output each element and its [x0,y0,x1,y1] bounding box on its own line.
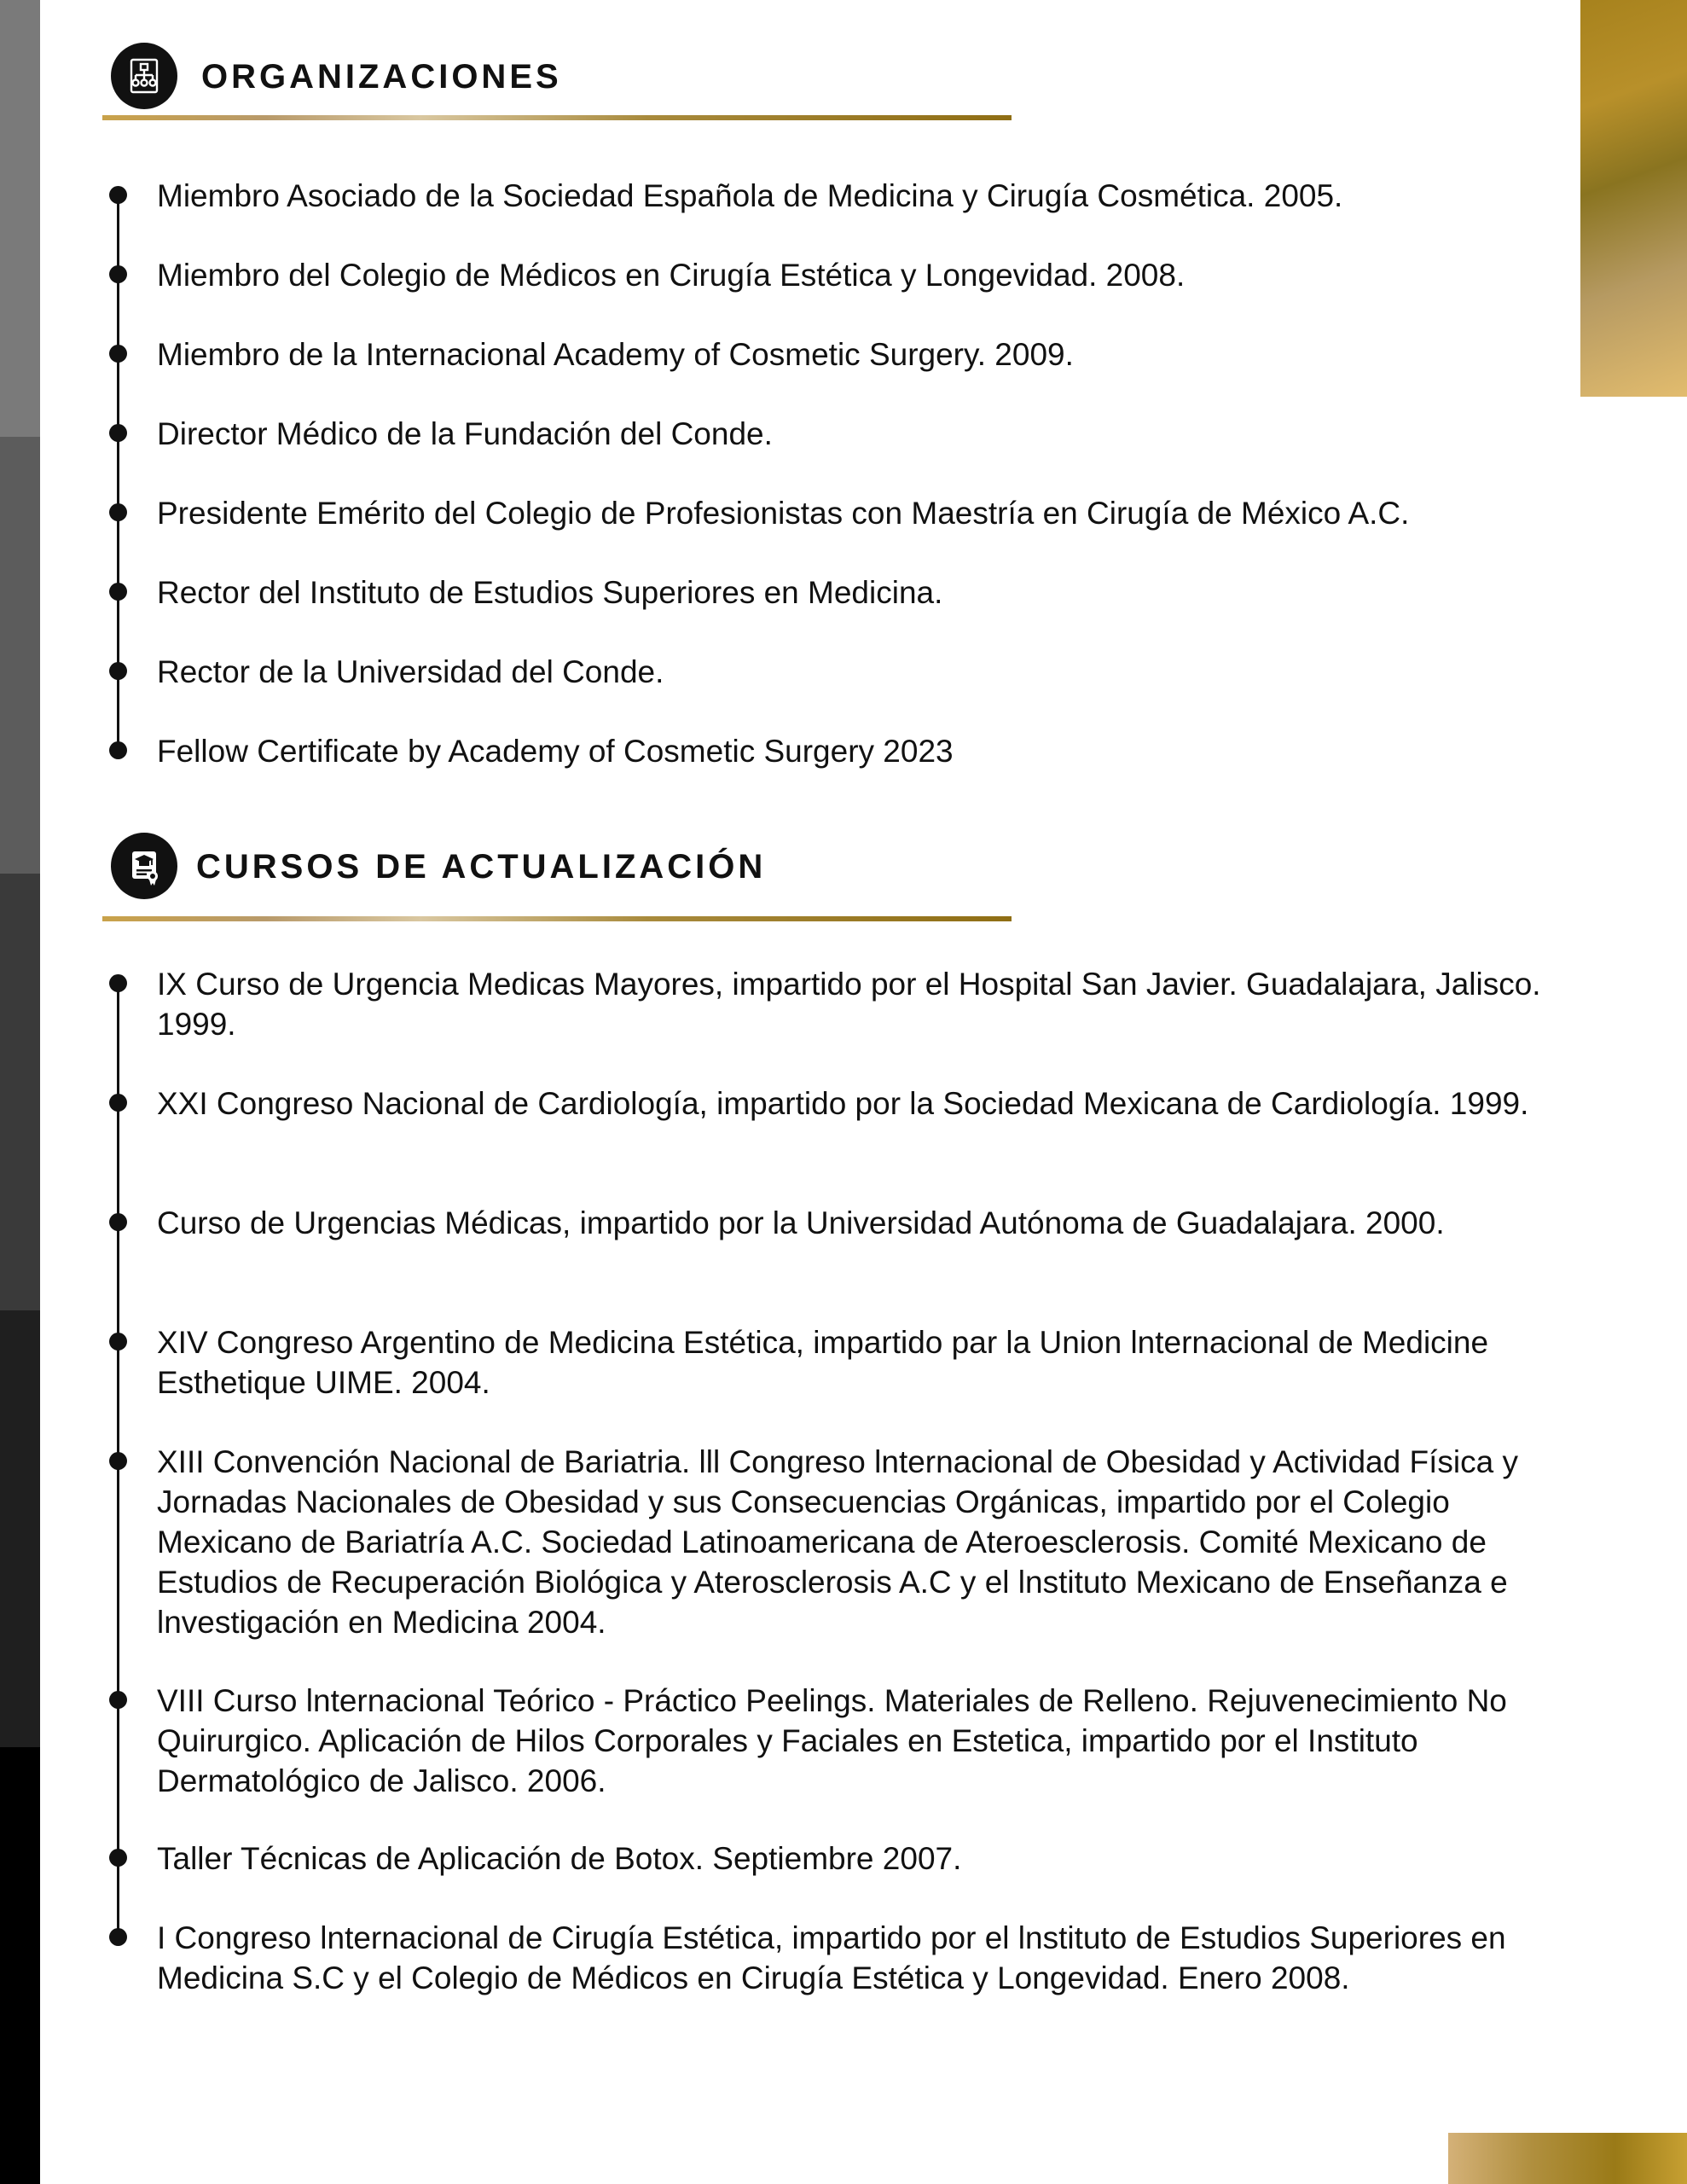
left-gray-stripe [0,0,40,2184]
timeline-dot [109,1849,127,1867]
timeline-dot [109,265,127,283]
timeline-dot [109,345,127,363]
gold-corner-block-bottom [1448,2133,1687,2184]
list-item: XIV Congreso Argentino de Medicina Estética, impartido par la Union lnternacional de Medicine Esthetique UIME. 2004. [157,1325,1489,1400]
list-item: IX Curso de Urgencia Medicas Mayores, impartido por el Hospital San Javier. Guadalajara, Jalisco. 1999. [157,967,1541,1042]
timeline-dot [109,1094,127,1112]
timeline-dot [109,1333,127,1350]
list-item: Presidente Emérito del Colegio de Profesionistas con Maestría en Cirugía de México A.C. [157,496,1410,531]
list-item: Miembro de la Internacional Academy of Cosmetic Surgery. 2009. [157,337,1074,372]
list-item: Rector del Instituto de Estudios Superiores en Medicina. [157,575,943,610]
section-title: ORGANIZACIONES [201,58,562,96]
gold-divider [102,916,1012,921]
gold-divider [102,115,1012,120]
timeline-dot [109,186,127,204]
timeline-dot [109,662,127,680]
timeline-dot [109,1928,127,1946]
list-item: Rector de la Universidad del Conde. [157,654,664,689]
list-item: Fellow Certificate by Academy of Cosmetic Surgery 2023 [157,734,954,769]
list-item: VIII Curso lnternacional Teórico - Práctico Peelings. Materiales de Relleno. Rejuvenecimiento No Quirurgico. Aplicación de Hilos Corporales y Faciales en Estetica, impartido por el Instituto Dermatológico de Jalisco. 2006. [157,1683,1507,1798]
list-item: Taller Técnicas de Aplicación de Botox. Septiembre 2007. [157,1841,962,1876]
list-item: Miembro Asociado de la Sociedad Española de Medicina y Cirugía Cosmética. 2005. [157,178,1343,213]
section-title: CURSOS DE ACTUALIZACIÓN [196,848,767,886]
timeline-dot [109,583,127,601]
list-item: I Congreso lnternacional de Cirugía Estética, impartido por el lnstituto de Estudios Superiores en Medicina S.C y el Colegio de Médicos en Cirugía Estética y Longevidad. Enero 2008. [157,1920,1506,1995]
graduation-certificate-icon [111,833,177,899]
list-item: XIII Convención Nacional de Bariatria. lll Congreso lnternacional de Obesidad y Actividad Física y Jornadas Nacionales de Obesidad y sus Consecuencias Orgánicas, impartido por el Colegio Mexicano de Bariatría A.C. Sociedad Latinoamericana de Ateroesclerosis. Comité Mexicano de Estudios de Recuperación Biológica y Aterosclerosis A.C y el lnstituto Mexicano de Enseñanza e lnvestigación en Medicina 2004. [157,1444,1518,1640]
timeline-dot [109,424,127,442]
list-item: Miembro del Colegio de Médicos en Cirugía Estética y Longevidad. 2008. [157,258,1186,293]
timeline-dot [109,1213,127,1231]
organization-chart-icon [111,43,177,109]
list-item: XXI Congreso Nacional de Cardiología, impartido por la Sociedad Mexicana de Cardiología. 1999. [157,1086,1529,1121]
timeline-dot [109,741,127,759]
timeline-dot [109,1452,127,1470]
list-item: Director Médico de la Fundación del Conde. [157,416,773,451]
timeline-dot [109,1691,127,1709]
timeline-dot [109,503,127,521]
list-item: Curso de Urgencias Médicas, impartido por la Universidad Autónoma de Guadalajara. 2000. [157,1205,1445,1240]
timeline-dot [109,974,127,992]
gold-corner-block-top [1580,0,1687,397]
